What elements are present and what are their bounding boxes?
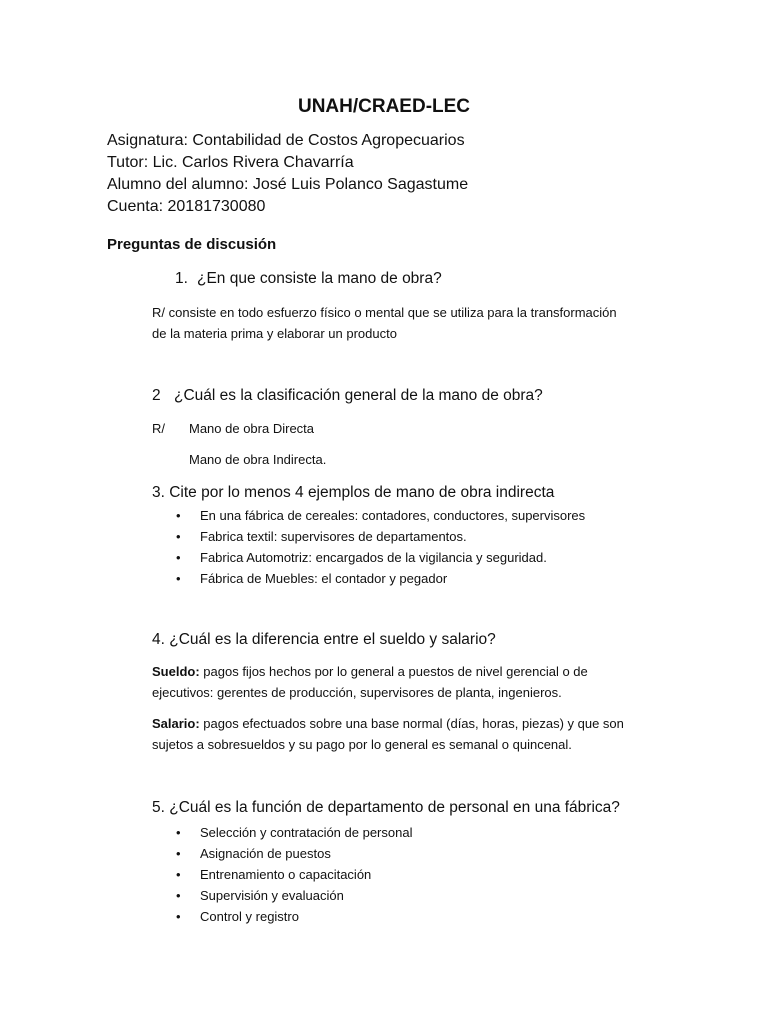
info-subject <box>107 130 465 152</box>
info-value: Contabilidad de Costos Agropecuarios <box>192 132 465 149</box>
answer-2-item-2: Mano de obra Indirecta. <box>189 452 327 467</box>
bullet-icon: • <box>176 909 181 924</box>
answer-2-label: R/ <box>152 421 165 436</box>
info-label: Tutor: <box>107 154 149 171</box>
info-tutor <box>107 152 354 174</box>
list-item: • En una fábrica de cereales: contadores, conductores, supervisores <box>176 505 585 526</box>
sueldo-line-1: Sueldo: pagos fijos hechos por lo general a puestos de nivel gerencial o de <box>152 664 588 679</box>
info-value: 20181730080 <box>167 198 266 215</box>
list-item: • Control y registro <box>176 906 412 927</box>
list-item: • Asignación de puestos <box>176 843 412 864</box>
sueldo-line-2: ejecutivos: gerentes de producción, supervisores de planta, ingenieros. <box>152 685 562 700</box>
question-3-list <box>176 505 585 589</box>
info-student <box>107 174 468 196</box>
list-item: • Fábrica de Muebles: el contador y pegador <box>176 568 585 589</box>
question-5-text: 5. ¿Cuál es la función de departamento de personal en una fábrica? <box>152 799 620 816</box>
info-label: Alumno del alumno: <box>107 176 249 193</box>
bullet-icon: • <box>176 571 181 586</box>
section-title: Preguntas de discusión <box>107 236 277 253</box>
list-item: • Fabrica textil: supervisores de departamentos. <box>176 526 585 547</box>
question-2-text: ¿Cuál es la clasificación general de la mano de obra? <box>174 387 543 404</box>
document-title: UNAH/CRAED-LEC <box>297 96 471 117</box>
answer-1-line-2: de la materia prima y elaborar un producto <box>152 326 397 341</box>
list-item: • Entrenamiento o capacitación <box>176 864 412 885</box>
question-1-number: 1. <box>175 270 188 287</box>
info-label: Asignatura: <box>107 132 188 149</box>
question-4-text: 4. ¿Cuál es la diferencia entre el sueldo y salario? <box>152 631 496 648</box>
bullet-icon: • <box>176 508 181 523</box>
sueldo-label: Sueldo: <box>152 664 200 679</box>
bullet-icon: • <box>176 825 181 840</box>
list-item: • Selección y contratación de personal <box>176 822 412 843</box>
bullet-icon: • <box>176 550 181 565</box>
salario-line-1: Salario: pagos efectuados sobre una base normal (días, horas, piezas) y que son <box>152 716 624 731</box>
info-label: Cuenta: <box>107 198 164 215</box>
question-2-number: 2 <box>152 387 161 404</box>
bullet-icon: • <box>176 888 181 903</box>
bullet-icon: • <box>176 846 181 861</box>
answer-1-line-1: R/ consiste en todo esfuerzo físico o mental que se utiliza para la transformación <box>152 305 617 320</box>
list-item: • Fabrica Automotriz: encargados de la vigilancia y seguridad. <box>176 547 585 568</box>
info-value: Lic. Carlos Rivera Chavarría <box>152 154 354 171</box>
bullet-icon: • <box>176 529 181 544</box>
answer-2-item-1: Mano de obra Directa <box>189 421 315 436</box>
info-account <box>107 196 265 218</box>
bullet-icon: • <box>176 867 181 882</box>
question-1-text: ¿En que consiste la mano de obra? <box>197 270 442 287</box>
question-3-text: 3. Cite por lo menos 4 ejemplos de mano de obra indirecta <box>152 484 555 501</box>
question-5-list <box>176 822 412 927</box>
info-value: José Luis Polanco Sagastume <box>252 176 469 193</box>
salario-line-2: sujetos a sobresueldos y su pago por lo general es semanal o quincenal. <box>152 737 572 752</box>
salario-label: Salario: <box>152 716 200 731</box>
list-item: • Supervisión y evaluación <box>176 885 412 906</box>
